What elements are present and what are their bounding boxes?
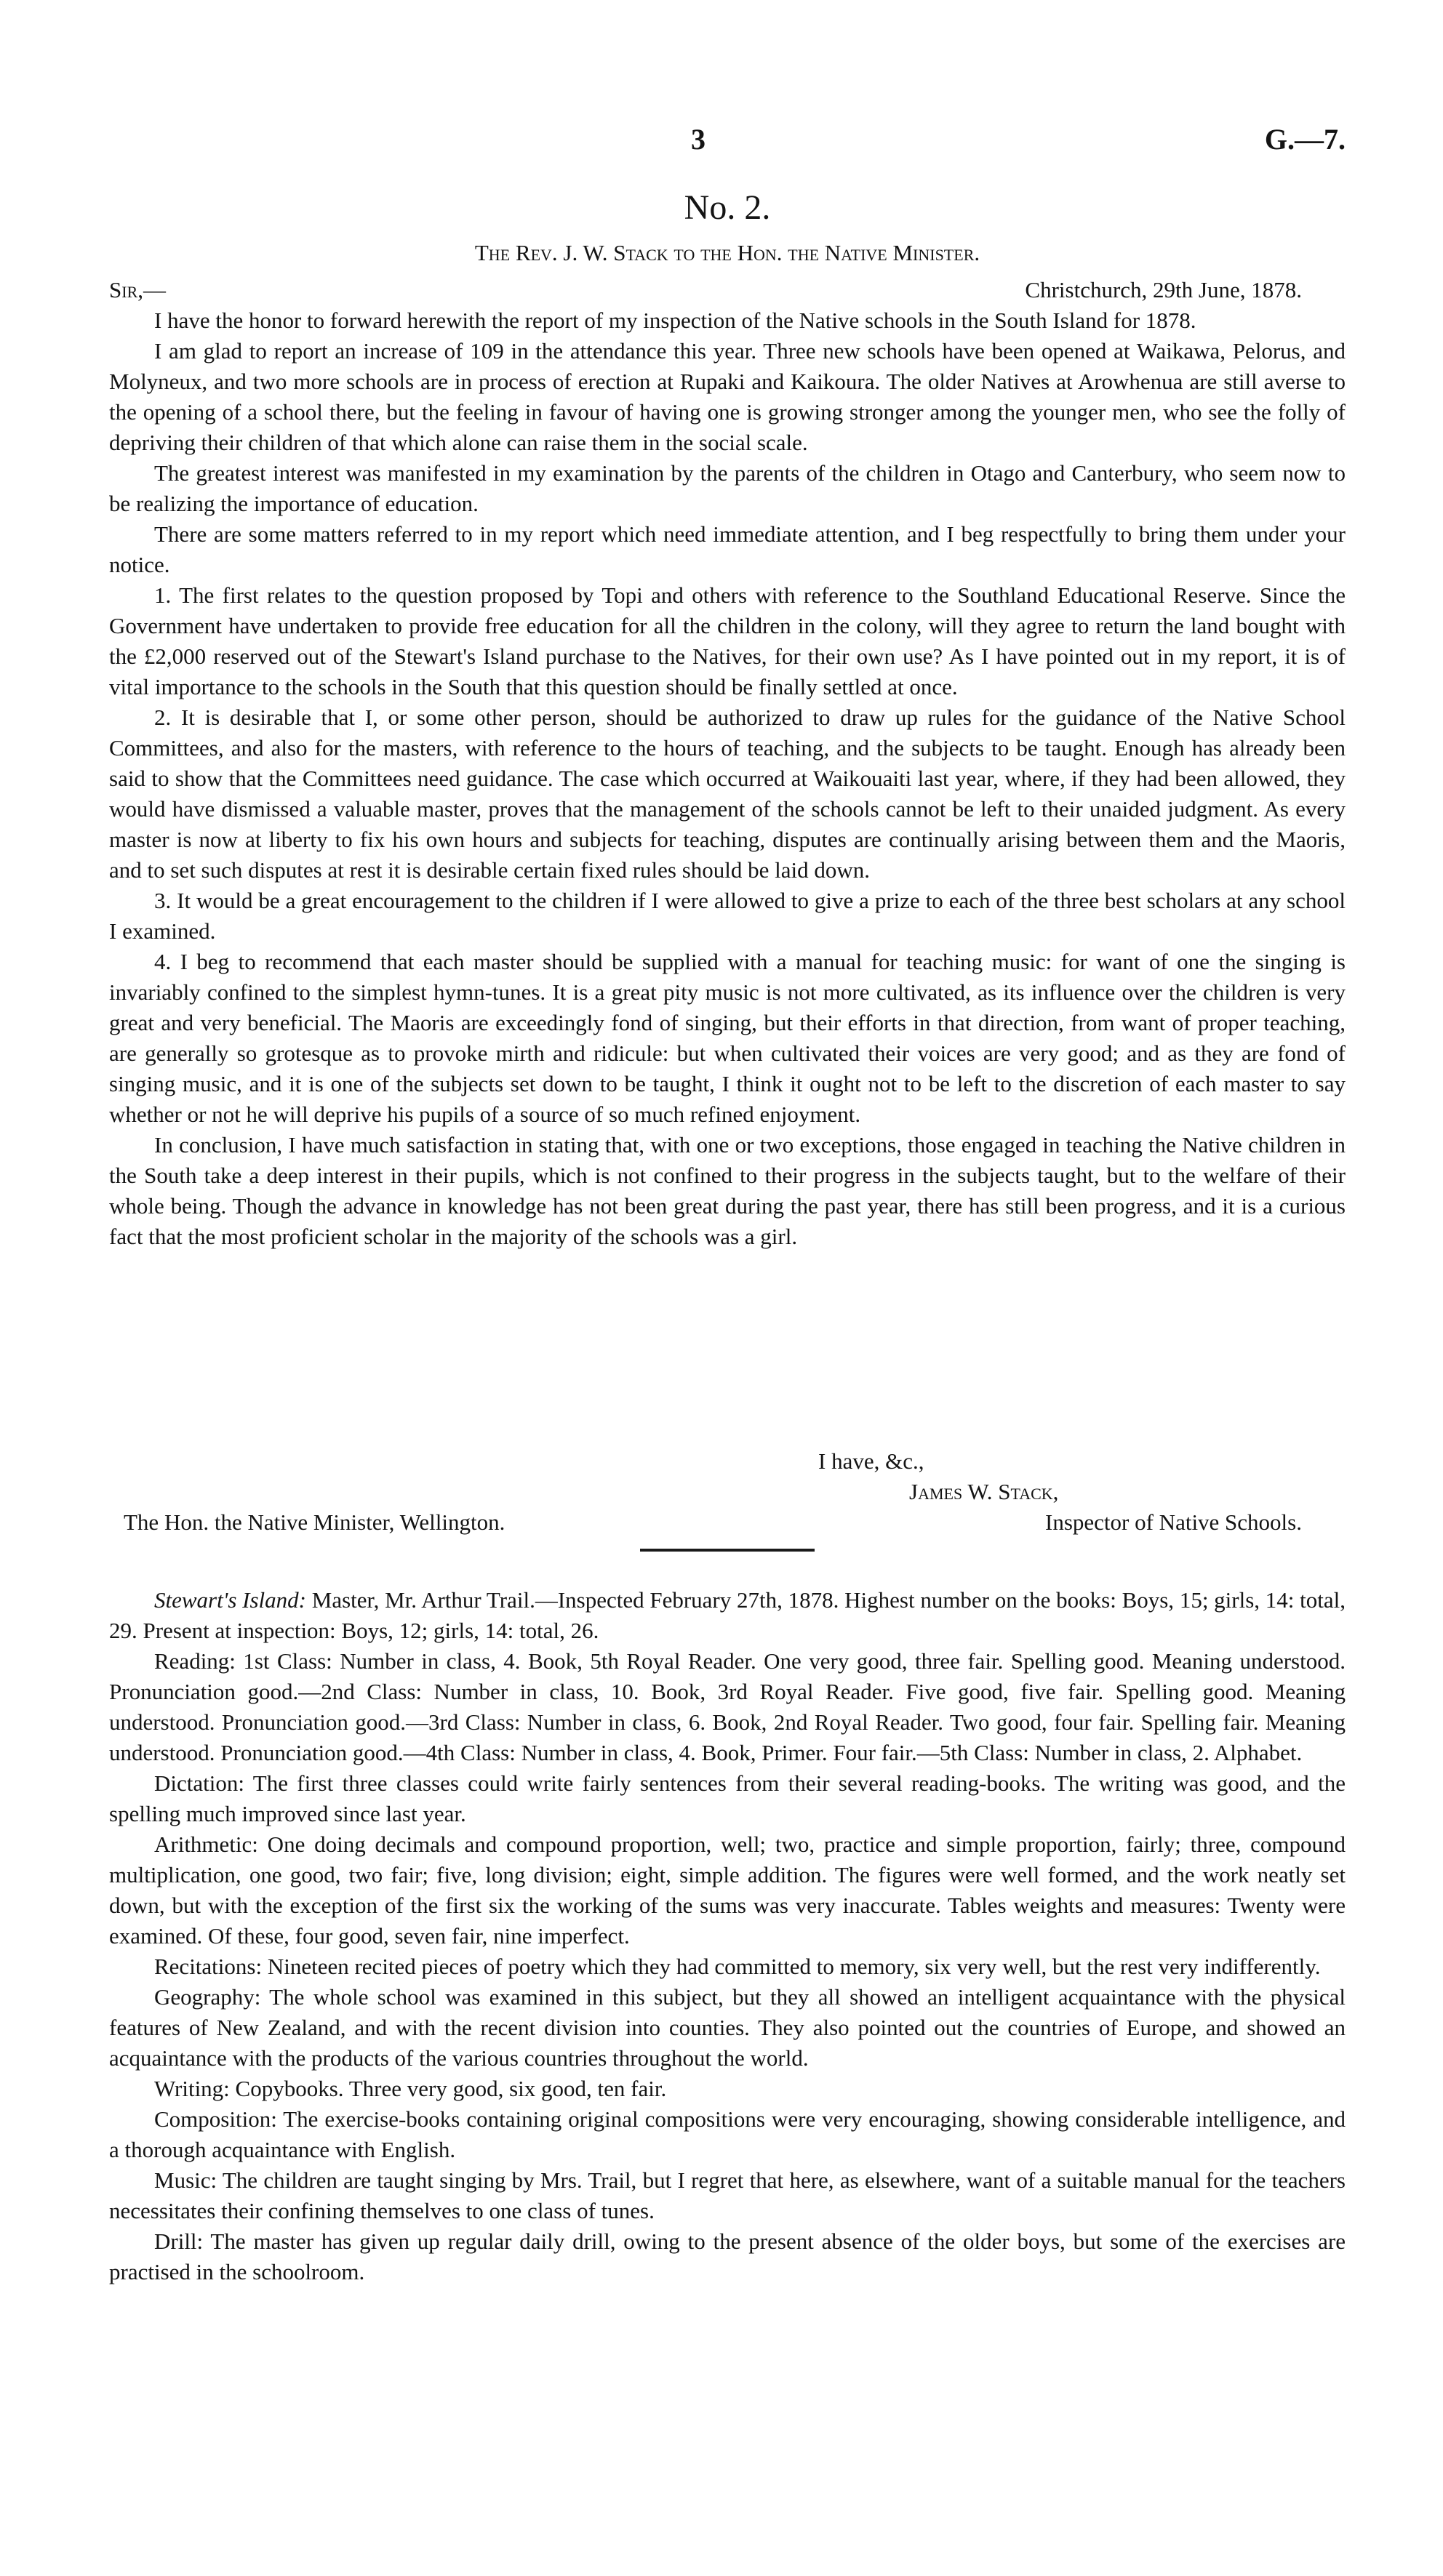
report-paragraph: Music: The children are taught singing by Mrs. Trail, but I regret that here, as elsewhere, want of a suitable manual for the teachers necessitates their confining themselves to one class of tunes. [109, 2167, 1346, 2223]
report-paragraph: Dictation: The first three classes could write fairly sentences from their several reading-books. The writing was good, and the spelling much improved since last year. [109, 1770, 1346, 1826]
report-paragraph: Composition: The exercise-books containing original compositions were very encouraging, showing considerable intelligence, and a thorough acquaintance with English. [109, 2106, 1346, 2162]
place-date: Christchurch, 29th June, 1878. [1025, 277, 1302, 302]
sign-off: I have, &c., [818, 1448, 924, 1474]
report-intro-text: Master, Mr. Arthur Trail.—Inspected February 27th, 1878. Highest number on the books: Boys, 15; girls, 14: total, 29. Present at inspection: Boys, 12; girls, 14: total, 26. [109, 1587, 1346, 1643]
letter-heading: The Rev. J. W. Stack to the Hon. the Native Minister. [474, 240, 980, 265]
report-paragraph: Geography: The whole school was examined in this subject, but they all showed an intelligent acquaintance with the physical features of New Zealand, and with the recent division into counties. They also pointed out the countries of Europe, and showed an acquaintance with the products of the various countries throughout the world. [109, 1984, 1346, 2071]
salutation-row [109, 275, 1346, 305]
report-paragraph: Reading: 1st Class: Number in class, 4. Book, 5th Royal Reader. One very good, three fair. Spelling good. Meaning understood. Pronunciation good.—2nd Class: Number in class, 10. Book, 3rd Royal Reader. Five good, five fair. Spelling good. Meaning understood. Pronunciation good.—3rd Class: Number in class, 6. Book, 2nd Royal Reader. Two good, four fair. Spelling fair. Meaning understood. Pronunciation good.—4th Class: Number in class, 4. Book, Primer. Four fair.—5th Class: Number in class, 2. Alphabet. [109, 1648, 1346, 1765]
report-paragraph: Writing: Copybooks. Three very good, six good, ten fair. [154, 2076, 667, 2101]
addressee-row [109, 1509, 1346, 1536]
addressee: The Hon. the Native Minister, Wellington. [124, 1509, 505, 1535]
document-reference: G.—7. [1264, 123, 1346, 156]
letter-paragraph: The greatest interest was manifested in my examination by the parents of the children in Otago and Canterbury, who seem now to be realizing the importance of education. [109, 460, 1346, 516]
letter-paragraph: In conclusion, I have much satisfaction in stating that, with one or two exceptions, those engaged in teaching the Native children in the South take a deep interest in their pupils, which is not confined to their progress in the subjects taught, but to the welfare of their whole being. Though the advance in knowledge has not been great during the past year, there has still been progress, and it is a curious fact that the most proficient scholar in the majority of the schools was a girl. [109, 1132, 1346, 1249]
letter-paragraph: 1. The first relates to the question proposed by Topi and others with reference to the Southland Educational Reserve. Since the Government have undertaken to provide free education for all the children in the colony, will they agree to return the land bought with the £2,000 reserved out of the Stewart's Island purchase to the Natives, for their own use? As I have pointed out in my report, it is of vital importance to the schools in the South that this question should be finally settled at once. [109, 582, 1346, 699]
letter-paragraph: I am glad to report an increase of 109 in the attendance this year. Three new schools have been opened at Waikawa, Pelorus, and Molyneux, and two more schools are in process of erection at Rupaki and Kaikoura. The older Natives at Arowhenua are still averse to the opening of a school there, but the feeling in favour of having one is growing stronger among the younger men, who see the folly of depriving their children of that which alone can raise them in the social scale. [109, 338, 1346, 455]
report-paragraph: Recitations: Nineteen recited pieces of poetry which they had committed to memory, six very well, but the rest very indifferently. [154, 1954, 1321, 1979]
letter-paragraph: 4. I beg to recommend that each master should be supplied with a manual for teaching music: for want of one the singing is invariably confined to the simplest hymn-tunes. It is a great pity music is not more cultivated, as its influence over the children is very great and very beneficial. The Maoris are exceedingly fond of singing, but their efforts in that direction, from want of proper teaching, are generally so grotesque as to provoke mirth and ridicule: but when cultivated their voices are very good; and as they are fond of singing music, and it is one of the subjects set down to be taught, I think it ought not to be left to the discretion of each master to say whether or not he will deprive his pupils of a source of so much refined enjoyment. [109, 949, 1346, 1127]
section-divider [640, 1549, 815, 1552]
letter-number-title: No. 2. [684, 188, 771, 227]
page-number: 3 [691, 123, 705, 156]
inspection-report [109, 1585, 1346, 2287]
report-place: Stewart's Island: [154, 1587, 306, 1613]
report-paragraph: Arithmetic: One doing decimals and compound proportion, well; two, practice and simple proportion, fairly; three, compound multiplication, one good, two fair; five, long division; eight, simple addition. The figures were well formed, and the work neatly set down, but with the exception of the first six the working of the sums was very inaccurate. Tables weights and measures: Twenty were examined. Of these, four good, seven fair, nine imperfect. [109, 1831, 1346, 1949]
signer-title: Inspector of Native Schools. [1045, 1509, 1302, 1535]
report-intro [109, 1585, 1346, 1646]
letter-paragraph: 3. It would be a great encouragement to the children if I were allowed to give a prize to each of the three best scholars at any school I examined. [109, 888, 1346, 944]
report-paragraph: Drill: The master has given up regular daily drill, owing to the present absence of the older boys, but some of the exercises are practised in the schoolroom. [109, 2228, 1346, 2284]
letter-body [109, 305, 1346, 1252]
salutation: Sir,— [109, 277, 166, 302]
signer-name: James W. Stack, [909, 1479, 1059, 1504]
letter-paragraph: There are some matters referred to in my report which need immediate attention, and I beg respectfully to bring them under your notice. [109, 521, 1346, 577]
letter-paragraph: 2. It is desirable that I, or some other person, should be authorized to draw up rules for the guidance of the Native School Committees, and also for the masters, with reference to the hours of teaching, and the subjects to be taught. Enough has already been said to show that the Committees need guidance. The case which occurred at Waikouaiti last year, where, if they had been allowed, they would have dismissed a valuable master, proves that the management of the schools cannot be left to their unaided judgment. As every master is now at liberty to fix his own hours and subjects for teaching, disputes are continually arising between them and the Maoris, and to set such disputes at rest it is desirable certain fixed rules should be laid down. [109, 705, 1346, 883]
letter-paragraph: I have the honor to forward herewith the report of my inspection of the Native schools in the South Island for 1878. [154, 308, 1196, 333]
